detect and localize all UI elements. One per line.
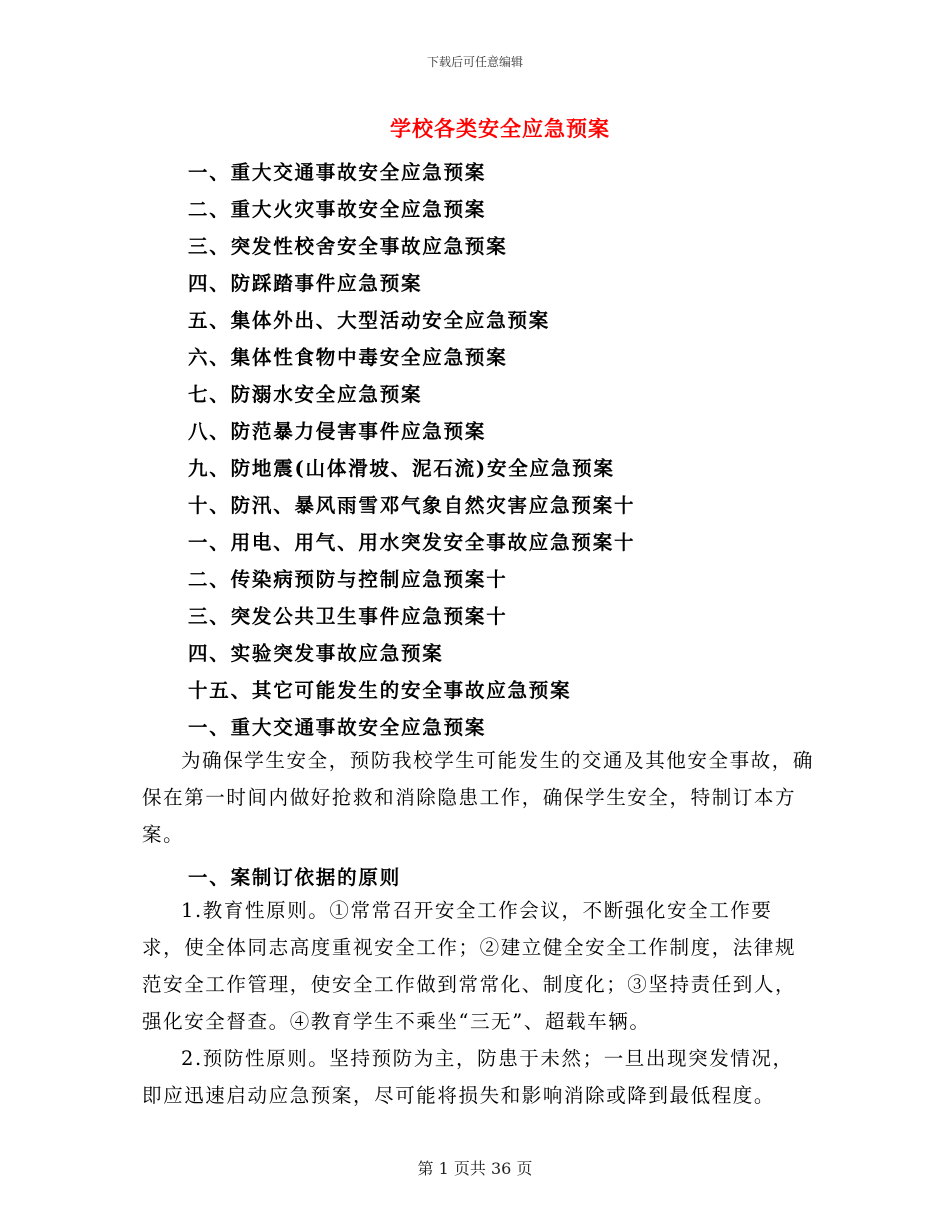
- toc-item: 一、用电、用气、用水突发安全事故应急预案十: [188, 531, 636, 554]
- toc-item: 七、防溺水安全应急预案: [188, 383, 423, 406]
- toc-item: 三、突发性校舍安全事故应急预案: [188, 235, 508, 258]
- toc-item: 四、防踩踏事件应急预案: [188, 272, 423, 295]
- page-number: 第 1 页共 36 页: [417, 1159, 533, 1178]
- document-title: 学校各类安全应急预案: [390, 116, 610, 141]
- toc-item: 四、实验突发事故应急预案: [188, 642, 444, 665]
- toc-item: 五、集体外出、大型活动安全应急预案: [188, 309, 551, 332]
- principle-paragraph-2: 2.预防性原则。坚持预防为主，防患于未然；一旦出现突发情况，即应迅速启动应急预案，尽可能将损失和影响消除或降到最低程度。: [142, 1047, 794, 1107]
- toc-item: 十、防汛、暴风雨雪邓气象自然灾害应急预案十: [188, 494, 636, 517]
- toc-item: 十五、其它可能发生的安全事故应急预案: [188, 679, 572, 702]
- section-heading: 一、重大交通事故安全应急预案: [188, 716, 487, 739]
- principle-paragraph-1: 1.教育性原则。①常常召开安全工作会议，不断强化安全工作要求，使全体同志高度重视安全工作；②建立健全安全工作制度，法律规范安全工作管理，使安全工作做到常常化、制度化；③坚持责任到人，强化安全督查。④教育学生不乘坐“三无”、超载车辆。: [142, 899, 797, 1033]
- toc-item: 三、突发公共卫生事件应急预案十: [188, 605, 508, 628]
- toc-item: 二、重大火灾事故安全应急预案: [188, 198, 487, 221]
- table-of-contents: [188, 154, 635, 709]
- toc-item: 二、传染病预防与控制应急预案十: [188, 568, 508, 591]
- subsection-heading: 一、案制订依据的原则: [188, 866, 402, 889]
- toc-item: 八、防范暴力侵害事件应急预案: [188, 420, 487, 443]
- intro-paragraph: 为确保学生安全，预防我校学生可能发生的交通及其他安全事故，确保在第一时间内做好抢救和消除隐患工作，确保学生安全，特制订本方案。: [142, 749, 815, 846]
- toc-item: 六、集体性食物中毒安全应急预案: [188, 346, 508, 369]
- toc-item: 九、防地震(山体滑坡、泥石流)安全应急预案: [188, 457, 615, 480]
- toc-item: 一、重大交通事故安全应急预案: [188, 161, 487, 184]
- page-header-note: 下载后可任意编辑: [426, 55, 523, 69]
